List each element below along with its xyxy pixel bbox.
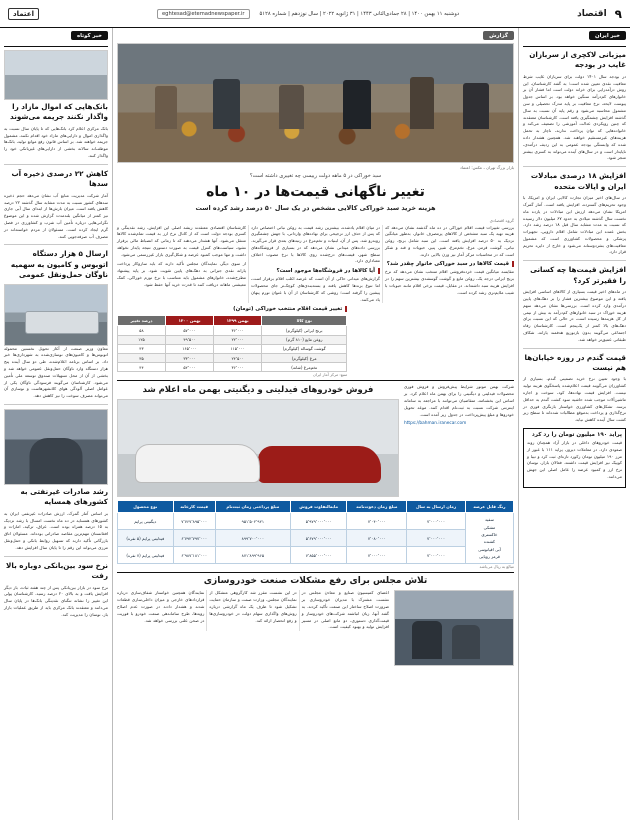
table-cell: ۵۲٬۰۰۰: [165, 363, 213, 372]
photo-figure: [463, 83, 489, 129]
table-cell: دیگنیتی پرایم: [118, 513, 174, 530]
car-white: [135, 444, 260, 482]
article-title: رشد صادرات غیرنفتی به کشورهای همسایه: [20, 487, 108, 507]
masthead-left: [8, 8, 39, 20]
divider: [117, 380, 514, 381]
article-title: افزایش ۱۸ درصدی مبادلات ایران و ایالات متحده: [530, 171, 626, 191]
cars-table: [117, 500, 514, 564]
table-header-cell: مابه‌التفاوت فروش: [290, 501, 347, 513]
page-number: ۹: [614, 6, 622, 21]
article-title: بانک‌هایی که اموال مازاد را واگذار نکنند جریمه می‌شوند: [10, 102, 108, 122]
table-cell: ۸۷۱٬۸۹۹٬۹۶۵: [215, 547, 290, 564]
table-cell: ۴۴: [118, 363, 166, 372]
table-cell: ۲۴٬۵۰۰: [214, 354, 262, 363]
article-body: در میان اقلام یادشده، بیشترین رشد قیمت به روغن نباتی اختصاص دارد که پس از حذف ارز ترجیحی برای نهاده‌های وارداتی، با جهش چشمگیری روبه‌رو شد. پس از آن، لبنیات و تخم‌مرغ در رتبه‌های بعدی قرار می‌گیرند. بررسی داده‌های میدانی نشان می‌دهد که در بسیاری از فروشگاه‌های سطح شهر، قیمت‌های درج‌شده روی کالاها با نرخ مصوب اختلاف معناداری دارد.: [251, 224, 380, 264]
table-row: [118, 344, 347, 353]
table-cell: ۳۳٬۰۰۰: [165, 354, 213, 363]
table-header-row: [118, 501, 514, 513]
article-body: با وجود تعیین نرخ خرید تضمینی گندم، بسیاری از کشاورزان می‌گویند قیمت اعلام‌شده پاسخگوی هزینه تولید نیست. افزایش قیمت نهاده‌ها، کود، سوخت و اجاره ماشین‌آلات موجب شده حاشیه سود کشت گندم به حداقل برسد. تشکل‌های کشاورزی خواستار بازنگری فوری در نرخ‌گذاری و پرداخت به‌موقع مطالبات شده‌اند تا سطح زیر کشت سال آینده کاهش نیابد.: [523, 376, 626, 423]
divider: [523, 260, 626, 261]
table-header-cell: قیمت کارخانه: [173, 501, 215, 513]
table-header-cell: رنگ قابل عرضه: [465, 501, 513, 513]
table-row: [118, 354, 347, 363]
article-title: ارسال ۵ هزار دستگاه اتوبوس و کامیون به سهمیه ناوگان حمل‌ونقل عمومی: [10, 249, 108, 280]
divider: [4, 244, 108, 245]
main-headline: تغییر ناگهانی قیمت‌ها در ۱۰ ماه: [206, 184, 425, 200]
photo-caption: بازار بزرگ تهران ـ عکس: اعتماد: [460, 165, 514, 170]
article-body: آمار شرکت مدیریت منابع آب نشان می‌دهد حجم ذخیره سدهای کشور نسبت به مدت مشابه سال گذشته ۲۲ درصد کاهش یافته است. میزان بارش‌ها از ابتدای سال آبی جاری نیز کمتر از میانگین بلندمدت گزارش شده و این موضوع نگرانی‌هایی درباره تأمین آب شرب و کشاورزی در فصل گرم ایجاد کرده است. مسئولان از مردم خواسته‌اند در مصرف آب صرفه‌جویی کنند.: [4, 192, 108, 239]
cars-headline: فروش خودروهای فیدلیتی و دیگنیتی بهمن ماه اعلام شد: [142, 384, 374, 395]
photo-figure: [279, 85, 304, 129]
table-cell: ۵۸: [118, 326, 166, 335]
table-cell: ۵٬۶۷۹٬۰۰۰٬۰۰۰: [290, 530, 347, 547]
table-cell: ۴۹٬۵۰۰: [165, 335, 213, 344]
divider: [4, 46, 108, 47]
article-body: بانک مرکزی اعلام کرد بانک‌هایی که تا پایان سال نسبت به واگذاری اموال و دارایی‌های مازاد خود اقدام نکنند، مشمول جریمه خواهند شد. بر اساس قانون رفع موانع تولید، بانک‌ها موظف‌اند سالانه بخشی از دارایی‌های غیربانکی خود را واگذار کنند.: [4, 125, 108, 159]
article-title: میزبانی لاکچری از سربازان غایب در بودجه: [529, 50, 626, 70]
column-short-news: [0, 28, 112, 820]
masthead-right: [577, 7, 622, 21]
cars-photo: [117, 399, 399, 497]
kicker-news: خبر ایران: [589, 31, 626, 40]
table-cell: ۹۵۱٬۵۰۲٬۹۲۱: [215, 513, 290, 530]
subbox-body: مقایسه میانگین قیمت خرده‌فروشی اقلام منتخب نشان می‌دهد که نرخ برنج ایرانی درجه یک، روغن مایع و گوشت گوسفندی بیشترین سهم را در افزایش هزینه سبد داشته‌اند. در مقابل، قیمت برخی اقلام مانند حبوبات با شیب ملایم‌تری رشد کرده است.: [385, 269, 514, 295]
table-cell: ۷٬۰۴۰٬۰۰۰: [347, 513, 407, 530]
table-cell: ۷٬۸۵۵٬۰۰۰٬۰۰۰: [290, 547, 347, 564]
meeting-photo: [394, 590, 514, 666]
divider: [4, 164, 108, 165]
car-red: [258, 446, 381, 482]
table-source: منبع: مرکز آمار ایران: [313, 372, 348, 378]
bottom-headline: تلاش مجلس برای رفع مشکلات صنعت خودروسازی: [203, 576, 428, 587]
divider: [4, 404, 108, 405]
color-option: قرمز رویایی: [478, 553, 500, 559]
table-row: [118, 513, 514, 530]
article-overline: سبد خوراکی در ۵ ماهه دولت رییسی چه تغییری داشته است؟: [249, 173, 382, 179]
main-body-columns: [117, 225, 514, 304]
table-row: [118, 530, 514, 547]
article-title: کاهش ۲۲ درصدی ذخیره آب سدها: [11, 168, 108, 189]
article-body: اعضای کمیسیون صنایع و معادن مجلس در نشست مشترک با مدیران خودروسازی بر ضرورت اصلاح ساختار این صنعت تأکید کردند. به گفته آنها، زیان انباشته شرکت‌های خودروساز و قیمت‌گذاری دستوری، دو مانع اصلی در مسیر افزایش تولید و بهبود کیفیت است.: [301, 590, 389, 630]
truck-body: [25, 311, 98, 333]
table-header-cell: مبلغ پرداختی زمان ثبت‌نام: [215, 501, 290, 513]
divider: [523, 166, 626, 167]
photo-figure: [155, 86, 177, 129]
table-title: تغییر قیمت اقلام منتخب خوراکی (تومان): [117, 306, 347, 312]
divider: [523, 46, 626, 47]
market-photo: [117, 43, 514, 163]
table-header-cell: زمان ارسال به سال: [407, 501, 466, 513]
page-columns: [0, 28, 630, 820]
article-body: معاون وزیر صنعت از آغاز تحویل نخستین محموله اتوبوس‌ها و کامیون‌های نوسازی‌شده به شهرداری‌ها خبر داد. بر اساس برنامه اعلام‌شده، طی دو سال آینده پنج هزار دستگاه وارد ناوگان حمل‌ونقل عمومی خواهد شد و بخشی از آن از محل تسهیلات صندوق توسعه ملی تأمین می‌شود. کارشناسان می‌گویند فرسودگی ناوگان یکی از عوامل اصلی آلودگی هوای کلانشهرهاست و نوسازی آن می‌تواند مصرف سوخت را نیز کاهش دهد.: [4, 345, 108, 399]
table-cell: فیدلیتی پرایم (۵ نفره): [118, 530, 174, 547]
article-body: در بودجه سال ۱۴۰۱ دولت برای سربازان غایب شرط معافیت نقدی تعیین شده است؛ به گفته کارشناسان، این روش درآمدزایی برای خزانه دولت است اما فشار آن بر خانوارهای کم‌درآمد سنگین خواهد بود. بر اساس جدول پیوست لایحه، نرخ معافیت بر پایه مدرک تحصیلی و سن مشمول محاسبه می‌شود و رقم پایه آن نسبت به سال گذشته افزایش چشمگیری یافته است. کارشناسان معتقدند که چنین رویکردی عدالت آموزشی را تضعیف می‌کند و خانواده‌هایی که توان پرداخت ندارند، ناچار به تحمل هزینه‌های غیرمستقیم خواهند شد. همچنین هشدار داده شده که وابستگی بودجه عمومی به این ردیف درآمدی، ناپایدار است و در سال‌های آینده می‌تواند به کسری بیشتر منجر شود.: [523, 73, 626, 161]
article-body: در سال‌های اخیر میزان تجارت کالایی ایران و امریکا، با وجود تحریم‌های گسترده، افزایش یافته است. آمار گمرک امریکا نشان می‌دهد ارزش این مبادلات در یازده ماه نخست سال گذشته میلادی به حدود ۶۷ میلیون دلار رسیده که نسبت به مدت مشابه سال قبل ۱۸ درصد رشد دارد. بخش عمده این مبادلات شامل اقلام دارویی، تجهیزات پزشکی و محصولات کشاورزی است که مشمول معافیت‌های بشردوستانه می‌شود و خارج از دایره تحریم قرار دارد.: [523, 195, 626, 255]
paper-logo: اعتماد: [8, 8, 39, 20]
table-cell: ۷٬۰۸۰٬۰۰۰: [347, 530, 407, 547]
table-cell: ۱۱۵٬۰۰۰: [214, 344, 262, 353]
table-cell: ۶٬۷۹۲٬۷۹۷٬۰۰۰: [173, 530, 215, 547]
article-body: از سوی دیگر، نمایندگان مجلس تأکید دارند که باید سازوکار پرداخت یارانه نقدی جبرانی به دهک‌های پایین تقویت شود. بر پایه پیشنهاد مطرح‌شده، خانوارهای مشمول باید متناسب با نرخ تورم خوراکی، کمک معیشتی ماهانه دریافت کنند تا قدرت خرید آنها حفظ شود.: [117, 261, 246, 287]
subbox-body: گزارش‌های میدانی حاکی از آن است که عرضه اغلب اقلام برقرار است، اما تنوع برندها کاهش یافته و بسته‌بندی‌های کوچک‌تر جای محصولات پیشین را گرفته است؛ روشی که کارشناسان از آن با عنوان تورم پنهان یاد می‌کنند.: [251, 276, 380, 302]
table-row: [118, 326, 347, 335]
table-header-cell: مبلغ زمان دعوت‌نامه: [347, 501, 407, 513]
table-header-cell: بهمن ۱۳۹۹: [214, 316, 262, 326]
table-header-cell: درصد تغییر: [118, 316, 166, 326]
truck-photo: [4, 284, 108, 346]
color-option: کشنده: [483, 539, 495, 545]
cars-url: https://bahman.iranecar.com: [404, 421, 467, 427]
article-body: بر اساس آمار گمرک، ارزش صادرات غیرنفتی ایران به کشورهای همسایه در ده ماه نخست امسال با رشد نزدیک به ۱۵ درصد همراه بوده است. عراق، ترکیه، امارات و افغانستان مهم‌ترین مقاصد صادراتی بوده‌اند. مسئولان اتاق بازرگانی تأکید دارند که تسهیل روابط بانکی و حمل‌ونقل مرزی می‌تواند این رقم را تا پایان سال افزایش دهد.: [4, 510, 108, 550]
promo-box: [523, 428, 626, 488]
table-cell: ۸۹۹٬۷۰۰٬۰۰۰: [215, 530, 290, 547]
table-cell: ۵۷٬۰۰۰: [165, 326, 213, 335]
article-body: بررسی تغییرات قیمت اقلام خوراکی در ده ماه گذشته نشان می‌دهد که هزینه تهیه یک سبد مشخص از کالاهای پرمصرف خانوار، به‌طور میانگین نزدیک به ۵۰ درصد افزایش یافته است. این سبد شامل برنج، روغن نباتی، گوشت قرمز، مرغ، تخم‌مرغ، شیر، پنیر، حبوبات و قند و شکر است که در محاسبات مرکز آمار نیز وزن بالایی دارند.: [385, 224, 514, 257]
email-address: eghtesad@etemadnewspaper.ir: [157, 9, 250, 19]
photo-figure: [343, 80, 371, 129]
byline: گروه اقتصادی: [489, 217, 514, 223]
photo-figure: [452, 625, 480, 659]
table-header-cell: نوع کالا: [262, 316, 347, 326]
article-body: کارشناسان اقتصادی معتقدند ریشه اصلی این افزایش، رشد نقدینگی و کسری بودجه دولت است که از کانال نرخ ارز به قیمت تمام‌شده کالاها منتقل می‌شود. آنها هشدار می‌دهند که تا زمانی که انضباط مالی برقرار نشود، سیاست‌های کنترل قیمت به صورت دستوری نتیجه پایدار نخواهد داشت و تنها موجب کمبود عرضه و شکل‌گیری بازار غیررسمی می‌شود.: [117, 224, 246, 257]
table-cell: ۵٬۹۷۹٬۰۰۰٬۰۰۰: [290, 513, 347, 530]
kicker-report: گزارش: [483, 31, 514, 40]
table-cell: ۷٬۰۰۰٬۰۰۰: [407, 513, 466, 530]
subbox-title: آیا کالاها در فروشگاه‌ها موجود است؟: [251, 268, 380, 274]
table-cell: ۷٬۷۶۷٬۸۹۵٬۰۰۰: [173, 513, 215, 530]
table-cell: ۷٬۰۰۰٬۰۰۰: [407, 530, 466, 547]
color-option: سفید: [484, 517, 494, 523]
table-row: [118, 363, 347, 372]
column-news-brief: [518, 28, 630, 820]
colors-cell: [465, 513, 513, 564]
table-header-cell: نوع محصول: [118, 501, 174, 513]
table-cell: ۱۶۵٬۰۰۰: [165, 344, 213, 353]
table-cell: برنج ایرانی (کیلوگرم): [262, 326, 347, 335]
article-title: نرخ سود بین‌بانکی دوباره بالا رفت: [6, 560, 108, 581]
article-body: نمایندگان همچنین خواستار شفاف‌سازی درباره قراردادهای خارجی و میزان داخلی‌سازی قطعات شدند و هشدار دادند در صورت عدم اصلاح رویه‌ها، طرح ساماندهی صنعت خودرو با فوریت در صحن علنی بررسی خواهد شد.: [117, 590, 205, 623]
article-body: در ماه‌های اخیر قیمت بسیاری از کالاهای اساسی افزایش یافته و این موضوع بیشترین فشار را بر دهک‌های پایین درآمدی وارد کرده است. بررسی‌ها نشان می‌دهد سهم هزینه خوراک در سبد خانوارهای کم‌درآمد به بیش از نیمی از کل هزینه‌ها رسیده است، در حالی که این نسبت برای دهک‌های بالا کمتر از یک‌پنجم است. کارشناسان رفاه اجتماعی می‌گویند بدون بازتوزیع هدفمند یارانه، شکاف طبقاتی عمیق‌تر خواهد شد.: [523, 289, 626, 342]
table-cell: ۱۲۵: [118, 335, 166, 344]
article-body: در این نشست مقرر شد کارگروهی متشکل از نمایندگان مجلس، وزارت صمت و سازمان حمایت تشکیل شود تا ظرف یک ماه گزارشی درباره روش‌های واگذاری سهام دولت در خودروسازی‌ها و رفع انحصار ارائه کند.: [209, 590, 297, 623]
table-row: [118, 547, 514, 564]
column-main: [112, 28, 518, 820]
table-cell: ۲۲٬۰۰۰: [214, 335, 262, 344]
table-cell: ۳۵: [118, 354, 166, 363]
bank-photo: [4, 50, 108, 100]
divider: [4, 556, 108, 557]
photo-figure: [412, 621, 443, 659]
table-cell: ۷٬۰۰۰٬۰۰۰: [347, 547, 407, 564]
table-cell: گوشت گوساله (کیلوگرم): [262, 344, 347, 353]
table-row: [118, 335, 347, 344]
portrait-photo: [4, 409, 108, 485]
subbox-title: قیمت کالاها در سبد خوراکی خانوار چقدر شد؟: [385, 261, 514, 267]
promo-title: پراید ۱۹۰ میلیون تومان را رد کرد: [531, 431, 622, 438]
table-cell: ۳۶٬۰۰۰: [214, 363, 262, 372]
table-cell: ۷٬۰۰۰٬۰۰۰: [407, 547, 466, 564]
kicker-short-news: خبر کوتاه: [71, 31, 108, 40]
table-header-cell: بهمن ۱۴۰۰: [165, 316, 213, 326]
photo-figure: [410, 77, 434, 129]
table-cell: ۶٬۹۸۷٬۱۸۱٬۰۰۰: [173, 547, 215, 564]
table-cell: تخم‌مرغ (شانه): [262, 363, 347, 372]
divider: [523, 348, 626, 349]
table-cell: ۴۳: [118, 344, 166, 353]
color-option: مشکی: [483, 524, 496, 530]
article-title: قیمت گندم در روزه خیابان‌ها هم نیست: [524, 352, 626, 372]
color-option: خاکستری: [481, 531, 498, 537]
divider: [117, 572, 514, 573]
main-subheadline: هزینه خرید سبد خوراکی کالایی مشخص در یک سال ۵۰ درصد رشد کرده است: [195, 203, 436, 212]
photo-figures: [118, 75, 513, 129]
cars-table-footer: مبالغ به ریال می‌باشد: [479, 564, 514, 570]
table-cell: روغن مایع (۸۱۰ گرم): [262, 335, 347, 344]
masthead: [0, 0, 630, 28]
article-body: نرخ سود در بازار بین‌بانکی پس از چند هفته ثبات، بار دیگر افزایش یافت و به بالای ۲۰ درصد رسید. کارشناسان پولی این تغییر را نشانه تنگنای نقدینگی بانک‌ها در پایان سال می‌دانند و معتقدند بانک مرکزی باید از طریق عملیات بازار باز، نوسان را مدیریت کند.: [4, 584, 108, 617]
issue-date: دوشنبه ۱۱ بهمن ۱۴۰۰ | ۲۸ جمادی‌الثانی ۱۴۴۳ | ۳۱ ژانویه ۲۰۲۲ | سال نوزدهم | شماره ۵۱۲۸: [259, 10, 460, 17]
table-cell: ۳۶٬۰۰۰: [214, 326, 262, 335]
portrait-figure: [29, 438, 82, 484]
table-header-row: [118, 316, 347, 326]
color-option: آبی اقیانوسی: [478, 546, 501, 552]
section-label: اقتصاد: [577, 8, 607, 19]
photo-figure: [213, 79, 240, 129]
table-cell: فیدلیتی پرایم (۷ نفره): [118, 547, 174, 564]
cars-intro: شرکت بهمن موتور شرایط پیش‌فروش و فروش فوری محصولات فیدلیتی و دیگنیتی را برای بهمن ماه اعلام کرد. بر اساس این بخشنامه، متقاضیان می‌توانند با مراجعه به سامانه اینترنتی شرکت نسبت به ثبت‌نام اقدام کنند. موعد تحویل خودروها و مبلغ پیش‌پرداخت در جدول زیر آمده است.: [404, 384, 514, 417]
promo-body: قیمت خودروهای داخلی در بازار آزاد همچنان روند صعودی دارد. در معاملات دیروز، پراید ۱۱۱ با عبور از مرز ۱۹۰ میلیون تومان رکورد تازه‌ای ثبت کرد و تیبا و کوییک نیز افزایش قیمت داشتند. فعالان بازار، نوسان نرخ ارز و کمبود عرضه را عامل اصلی این جهش می‌دانند.: [527, 439, 622, 479]
article-title: افزایش قیمت‌ها چه کسانی را فقیرتر کرد؟: [530, 265, 626, 285]
price-table: [117, 315, 347, 372]
table-cell: مرغ (کیلوگرم): [262, 354, 347, 363]
